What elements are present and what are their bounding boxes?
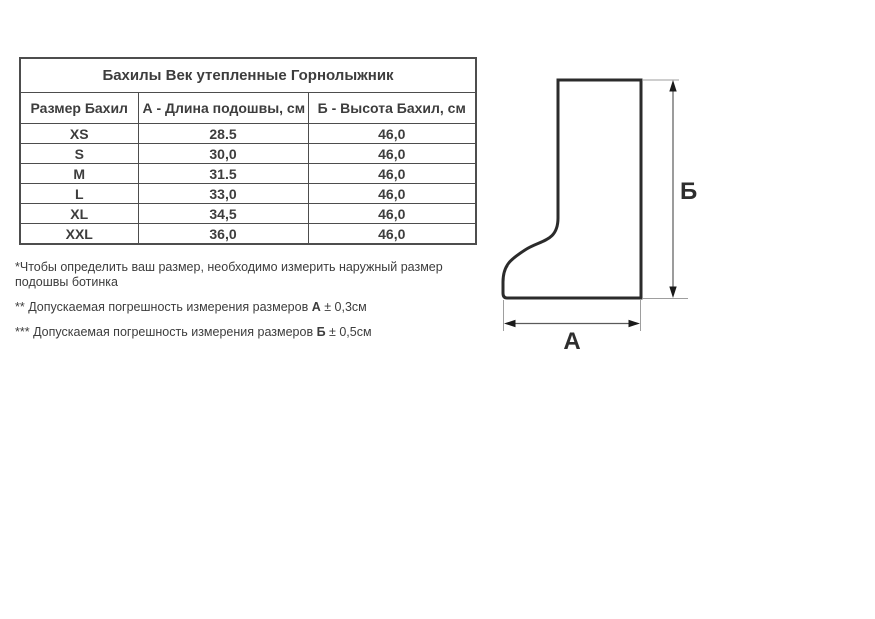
- arrow-down-icon: [669, 287, 676, 299]
- boot-size-diagram: [490, 60, 710, 360]
- table-row: [20, 144, 476, 164]
- length-cell: 33,0: [138, 184, 308, 204]
- size-cell: XS: [20, 124, 138, 144]
- table-row: [20, 224, 476, 245]
- table-row: [20, 124, 476, 144]
- footnote-measure-instruction: [15, 260, 443, 290]
- table-row: [20, 184, 476, 204]
- size-cell: XL: [20, 204, 138, 224]
- footnote-text: *** Допускаемая погрешность измерения размеров: [15, 325, 317, 339]
- dimension-letter-a: А: [311, 300, 321, 314]
- footnote-text: ± 0,5см: [325, 325, 372, 339]
- column-header-size: Размер Бахил: [20, 93, 138, 124]
- arrow-up-icon: [669, 80, 676, 92]
- footnote-text: ** Допускаемая погрешность измерения размеров: [15, 300, 312, 314]
- dimension-letter-b: Б: [316, 325, 326, 339]
- length-cell: 28.5: [138, 124, 308, 144]
- footnote-tolerance-b: [15, 325, 372, 340]
- table-header-row: [20, 93, 476, 124]
- height-cell: 46,0: [308, 124, 476, 144]
- size-cell: M: [20, 164, 138, 184]
- table-row: [20, 164, 476, 184]
- table-row: [20, 204, 476, 224]
- footnote-tolerance-a: [15, 300, 367, 315]
- length-cell: 31.5: [138, 164, 308, 184]
- arrow-left-icon: [504, 320, 516, 327]
- size-cell: S: [20, 144, 138, 164]
- boot-outline: [503, 80, 641, 298]
- height-cell: 46,0: [308, 184, 476, 204]
- length-cell: 36,0: [138, 224, 308, 245]
- size-cell: XXL: [20, 224, 138, 245]
- table-title-row: [20, 58, 476, 93]
- height-dimension-label: Б: [680, 178, 698, 205]
- table-title: Бахилы Век утепленные Горнолыжник: [20, 58, 476, 93]
- column-header-sole-length: А - Длина подошвы, см: [138, 93, 308, 124]
- column-header-height: Б - Высота Бахил, см: [308, 93, 476, 124]
- height-cell: 46,0: [308, 224, 476, 245]
- length-cell: 34,5: [138, 204, 308, 224]
- arrow-right-icon: [629, 320, 641, 327]
- width-dimension-label: А: [563, 328, 581, 355]
- footnote-line: *Чтобы определить ваш размер, необходимо измерить наружный размер: [15, 260, 443, 274]
- size-table: [19, 57, 477, 245]
- height-cell: 46,0: [308, 204, 476, 224]
- size-cell: L: [20, 184, 138, 204]
- height-cell: 46,0: [308, 164, 476, 184]
- height-cell: 46,0: [308, 144, 476, 164]
- footnote-line: подошвы ботинка: [15, 275, 118, 289]
- footnote-text: ± 0,3см: [320, 300, 367, 314]
- length-cell: 30,0: [138, 144, 308, 164]
